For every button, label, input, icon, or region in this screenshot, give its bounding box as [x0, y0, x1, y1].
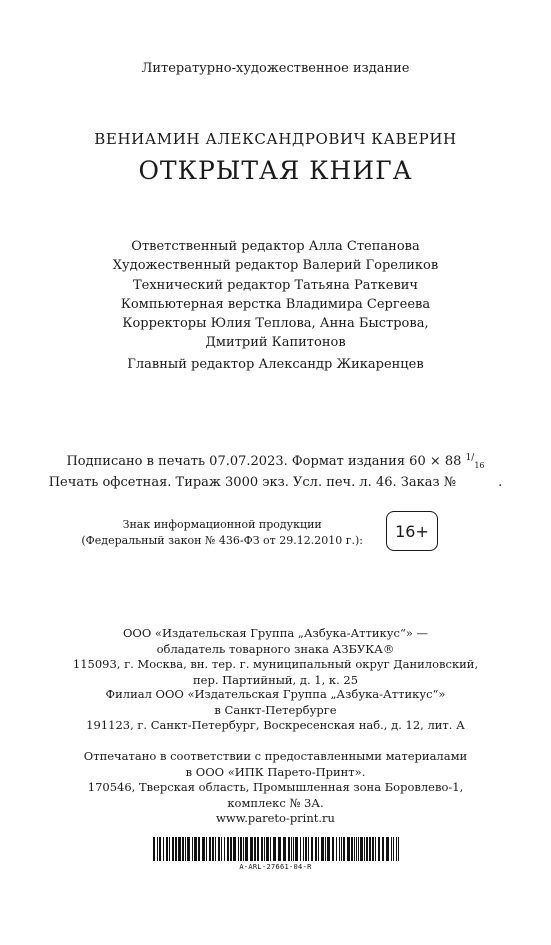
imprint-line: пер. Партийный, д. 1, к. 25 — [192, 672, 359, 687]
imprint-line: Филиал ООО «Издательская Группа „Азбука-Аттикус“» — [105, 687, 446, 701]
publisher-imprint — [0, 626, 551, 688]
imprint-line: 115093, г. Москва, вн. тер. г. муниципальный округ Даниловский, — [72, 657, 479, 672]
print-run-text: Печать офсетная. Тираж 3000 экз. Усл. печ. л. 46. Заказ № — [48, 475, 457, 490]
age-rating-label: Знак информационной продукции — [122, 518, 322, 531]
credits-block — [0, 237, 551, 353]
barcode — [153, 837, 399, 861]
print-run-end: . — [498, 475, 503, 490]
credit-line: Корректоры Юлия Теплова, Анна Быстрова, — [122, 316, 429, 332]
format-numerator: 1 — [465, 453, 472, 463]
chief-editor: Главный редактор Александр Жикаренцев — [127, 357, 424, 372]
author-name: ВЕНИАМИН АЛЕКСАНДРОВИЧ КАВЕРИН — [94, 130, 457, 148]
imprint-line: Отпечатано в соответствии с предоставленными материалами — [83, 749, 468, 763]
age-rating-text — [81, 517, 363, 549]
imprint-line: комплекс № 3А. — [227, 795, 324, 810]
credit-line: Художественный редактор Валерий Гореликов — [112, 258, 439, 274]
credit-line: Технический редактор Татьяна Раткевич — [132, 277, 419, 293]
imprint-line: 170546, Тверская область, Промышленная зона Боровлево-1, — [87, 780, 464, 795]
format-slash: / — [471, 453, 475, 463]
age-rating-badge: 16+ — [386, 511, 438, 551]
book-title: ОТКРЫТАЯ КНИГА — [138, 156, 413, 185]
credit-line: Дмитрий Капитонов — [205, 335, 346, 351]
print-format-text: Подписано в печать 07.07.2023. Формат издания 60 × 88 — [66, 454, 462, 469]
genre-line: Литературно-художественное издание — [141, 61, 410, 76]
age-rating-law: (Федеральный закон № 436-ФЗ от 29.12.2010 г.): — [81, 534, 363, 547]
credit-line: Компьютерная верстка Владимира Сергеева — [120, 296, 431, 312]
print-info-line-2 — [0, 473, 551, 492]
imprint-line: в Санкт-Петербурге — [214, 702, 337, 717]
imprint-line: ООО «Издательская Группа „Азбука-Аттикус“» — — [122, 626, 429, 640]
barcode-code: A-ARL-27661-04-R — [239, 863, 312, 871]
imprint-line: обладатель товарного знака АЗБУКА® — [156, 641, 395, 656]
imprint-line: 191123, г. Санкт-Петербург, Воскресенская наб., д. 12, лит. А — [86, 718, 465, 733]
credit-line: Ответственный редактор Алла Степанова — [131, 239, 420, 254]
print-info — [0, 452, 551, 492]
print-info-line-1 — [0, 452, 551, 473]
format-denominator: 16 — [474, 461, 485, 470]
branch-imprint — [0, 687, 551, 734]
imprint-line: в ООО «ИПК Парето-Принт». — [185, 764, 366, 779]
imprint-line: www.pareto-print.ru — [216, 811, 335, 826]
printer-imprint — [0, 749, 551, 827]
